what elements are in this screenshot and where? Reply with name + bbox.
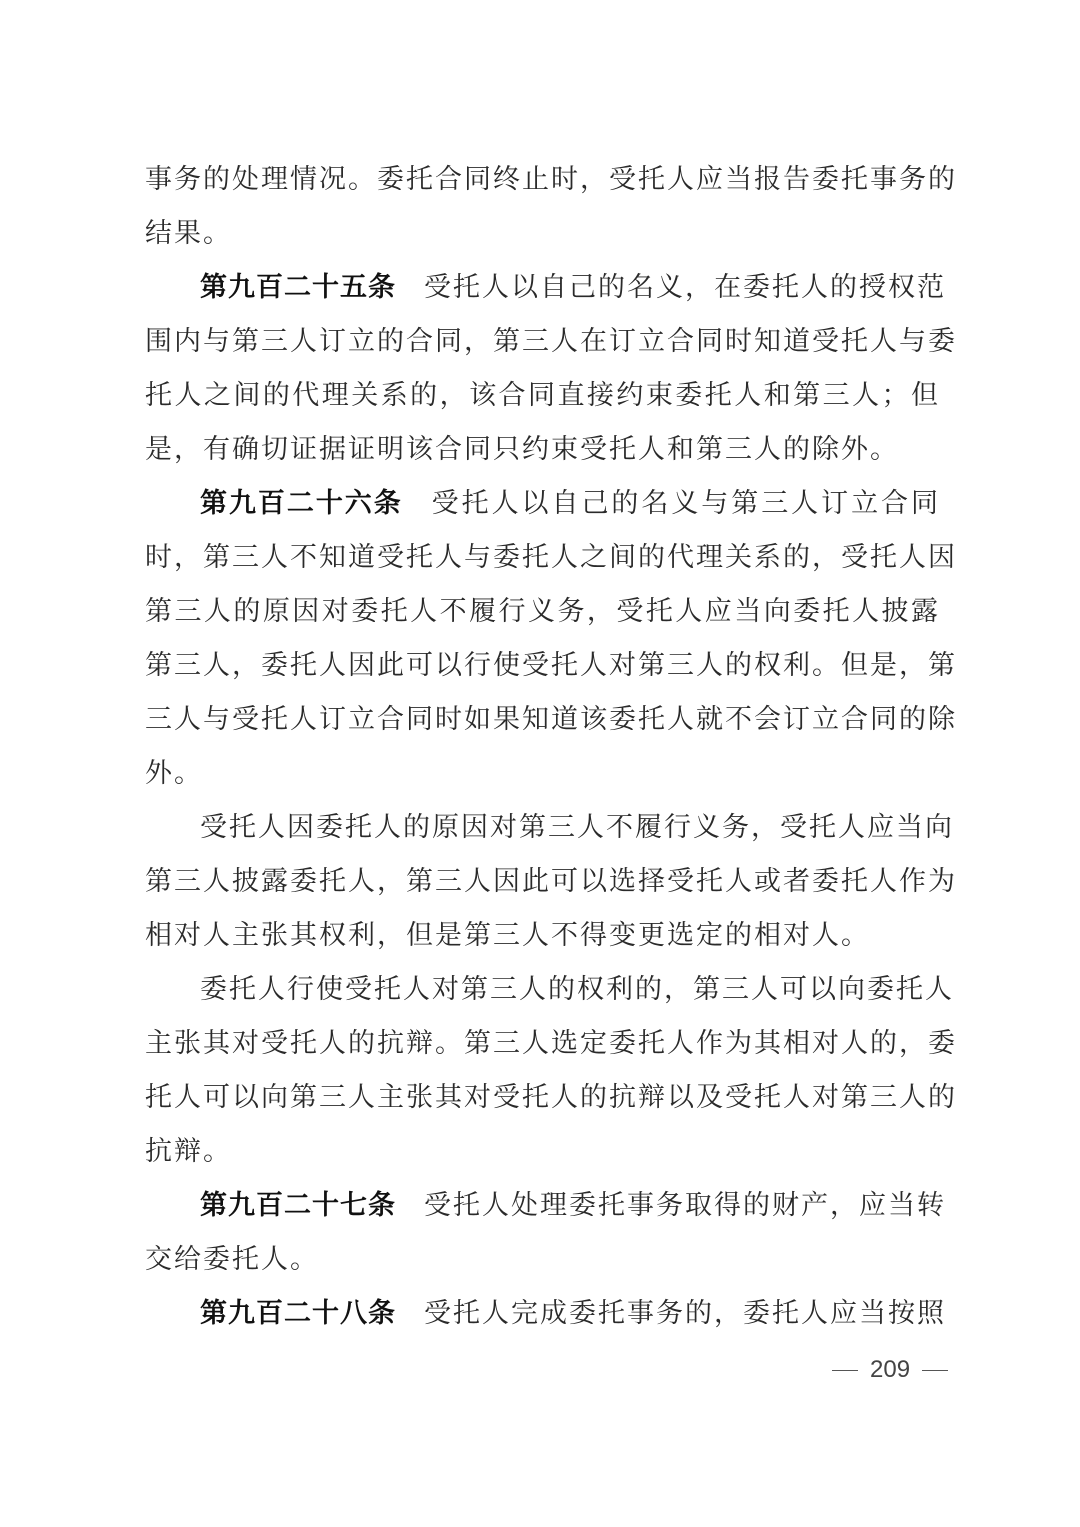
article-heading: 第九百二十八条 bbox=[200, 1298, 396, 1329]
text-line: 时，第三人不知道受托人与委托人之间的代理关系的，受托人因 bbox=[145, 542, 957, 573]
dash-right bbox=[922, 1370, 948, 1371]
text-line: 事务的处理情况。委托合同终止时，受托人应当报告委托事务的 bbox=[145, 164, 957, 195]
text-line: 抗辩。 bbox=[145, 1136, 232, 1167]
text-run: 受托人完成委托事务的，委托人应当按照 bbox=[424, 1298, 946, 1329]
text-line: 主张其对受托人的抗辩。第三人选定委托人作为其相对人的，委 bbox=[145, 1028, 957, 1059]
page-number bbox=[820, 1352, 950, 1388]
text-line: 围内与第三人订立的合同，第三人在订立合同时知道受托人与委 bbox=[145, 326, 957, 357]
dash-left bbox=[832, 1370, 858, 1371]
article-925-first-line bbox=[200, 268, 946, 308]
text-line: 相对人主张其权利，但是第三人不得变更选定的相对人。 bbox=[145, 920, 870, 951]
article-heading: 第九百二十五条 bbox=[200, 272, 396, 303]
article-927-first-line bbox=[200, 1186, 946, 1226]
page-number-value: 209 bbox=[870, 1356, 911, 1383]
article-928-first-line bbox=[200, 1294, 946, 1334]
text-line: 受托人因委托人的原因对第三人不履行义务，受托人应当向 bbox=[200, 812, 954, 843]
article-926-first-line bbox=[200, 484, 940, 524]
article-heading: 第九百二十七条 bbox=[200, 1190, 396, 1221]
text-line: 三人与受托人订立合同时如果知道该委托人就不会订立合同的除 bbox=[145, 704, 957, 735]
text-line: 外。 bbox=[145, 758, 203, 789]
text-line: 托人之间的代理关系的，该合同直接约束委托人和第三人；但 bbox=[145, 380, 940, 411]
text-run: 受托人处理委托事务取得的财产，应当转 bbox=[424, 1190, 946, 1221]
text-line: 第三人披露委托人，第三人因此可以选择受托人或者委托人作为 bbox=[145, 866, 957, 897]
text-line: 交给委托人。 bbox=[145, 1244, 319, 1275]
text-line: 第三人，委托人因此可以行使受托人对第三人的权利。但是，第 bbox=[145, 650, 957, 681]
text-line: 委托人行使受托人对第三人的权利的，第三人可以向委托人 bbox=[200, 974, 954, 1005]
article-heading: 第九百二十六条 bbox=[200, 488, 403, 519]
text-line: 结果。 bbox=[145, 218, 232, 249]
text-run: 受托人以自己的名义，在委托人的授权范 bbox=[424, 272, 946, 303]
text-line: 是，有确切证据证明该合同只约束受托人和第三人的除外。 bbox=[145, 434, 899, 465]
text-line: 托人可以向第三人主张其对受托人的抗辩以及受托人对第三人的 bbox=[145, 1082, 957, 1113]
text-line: 第三人的原因对委托人不履行义务，受托人应当向委托人披露 bbox=[145, 596, 940, 627]
text-run: 受托人以自己的名义与第三人订立合同 bbox=[430, 488, 941, 519]
